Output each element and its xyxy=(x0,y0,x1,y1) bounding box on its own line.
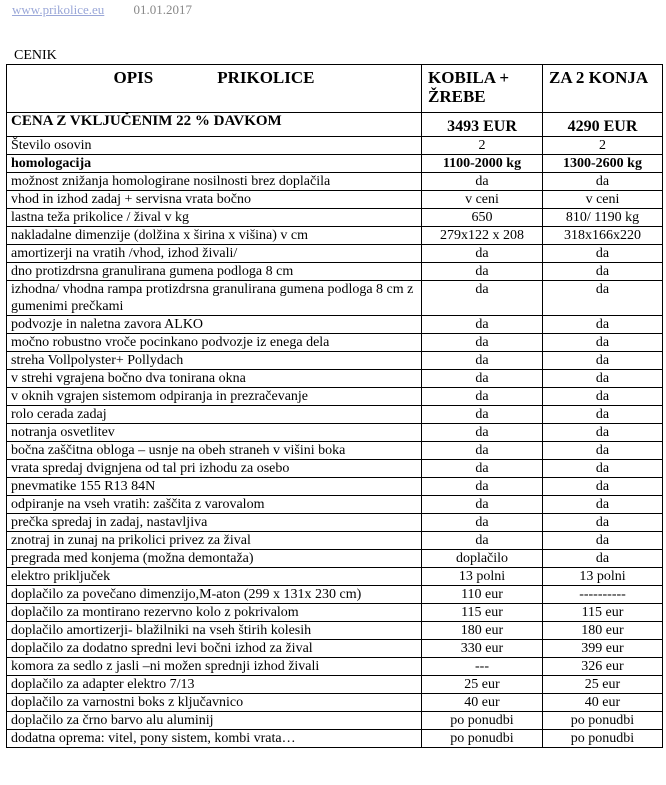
row-label: znotraj in zunaj na prikolici privez za žival xyxy=(7,532,422,550)
row-value-col2: da xyxy=(543,514,663,532)
table-row xyxy=(7,245,663,263)
table-row xyxy=(7,712,663,730)
row-value-col1: v ceni xyxy=(422,191,543,209)
table-row xyxy=(7,173,663,191)
table-row xyxy=(7,622,663,640)
cenik-label: CENIK xyxy=(14,48,57,63)
row-value-col2: da xyxy=(543,424,663,442)
table-row xyxy=(7,460,663,478)
row-value-col1: da xyxy=(422,316,543,334)
row-label: v oknih vgrajen sistemom odpiranja in prezračevanje xyxy=(7,388,422,406)
price-label: CENA Z VKLJUČENIM 22 % DAVKOM xyxy=(7,113,422,137)
row-label: v strehi vgrajena bočno dva tonirana okna xyxy=(7,370,422,388)
row-value-col1: 25 eur xyxy=(422,676,543,694)
row-value-col1: da xyxy=(422,388,543,406)
row-label: Število osovin xyxy=(7,137,422,155)
row-value-col1: po ponudbi xyxy=(422,712,543,730)
row-value-col2: 810/ 1190 kg xyxy=(543,209,663,227)
row-label: močno robustno vroče pocinkano podvozje iz enega dela xyxy=(7,334,422,352)
row-value-col2: 40 eur xyxy=(543,694,663,712)
row-value-col2: 25 eur xyxy=(543,676,663,694)
row-value-col1: da xyxy=(422,514,543,532)
row-label: možnost znižanja homologirane nosilnosti brez doplačila xyxy=(7,173,422,191)
row-value-col2: 115 eur xyxy=(543,604,663,622)
row-value-col2: da xyxy=(543,281,663,316)
row-value-col1: 115 eur xyxy=(422,604,543,622)
row-value-col1: da xyxy=(422,478,543,496)
row-value-col1: po ponudbi xyxy=(422,730,543,748)
row-value-col1: 110 eur xyxy=(422,586,543,604)
header-opis-a: OPIS xyxy=(113,68,154,87)
table-row xyxy=(7,281,663,316)
row-value-col2: da xyxy=(543,263,663,281)
row-label: bočna zaščitna obloga – usnje na obeh straneh v višini boka xyxy=(7,442,422,460)
row-value-col2: da xyxy=(543,334,663,352)
row-label: prečka spredaj in zadaj, nastavljiva xyxy=(7,514,422,532)
row-value-col1: da xyxy=(422,245,543,263)
row-value-col2: da xyxy=(543,406,663,424)
row-value-col2: da xyxy=(543,173,663,191)
table-row xyxy=(7,424,663,442)
row-value-col2: da xyxy=(543,442,663,460)
row-value-col1: da xyxy=(422,370,543,388)
table-row xyxy=(7,532,663,550)
table-row xyxy=(7,676,663,694)
table-row xyxy=(7,334,663,352)
row-value-col2: da xyxy=(543,388,663,406)
row-label: doplačilo za dodatno spredni levi bočni izhod za žival xyxy=(7,640,422,658)
row-label: komora za sedlo z jasli –ni možen sprednji izhod živali xyxy=(7,658,422,676)
price-row xyxy=(7,113,663,137)
row-value-col1: 330 eur xyxy=(422,640,543,658)
row-value-col1: 13 polni xyxy=(422,568,543,586)
price-col2: 4290 EUR xyxy=(543,113,663,137)
row-value-col1: 1100-2000 kg xyxy=(422,155,543,173)
row-label: doplačilo za montirano rezervno kolo z pokrivalom xyxy=(7,604,422,622)
row-value-col2: da xyxy=(543,370,663,388)
table-row xyxy=(7,550,663,568)
row-label: dodatna oprema: vitel, pony sistem, kombi vrata… xyxy=(7,730,422,748)
row-value-col1: 650 xyxy=(422,209,543,227)
table-row xyxy=(7,209,663,227)
table-row xyxy=(7,442,663,460)
row-label: nakladalne dimenzije (dolžina x širina x višina) v cm xyxy=(7,227,422,245)
row-value-col2: da xyxy=(543,460,663,478)
row-value-col1: 40 eur xyxy=(422,694,543,712)
table-row xyxy=(7,406,663,424)
header-col-kobila: KOBILA + ŽREBE xyxy=(422,65,543,113)
row-value-col2: da xyxy=(543,550,663,568)
row-value-col1: da xyxy=(422,352,543,370)
table-row xyxy=(7,478,663,496)
row-value-col1: da xyxy=(422,173,543,191)
row-label: streha Vollpolyster+ Pollydach xyxy=(7,352,422,370)
price-table xyxy=(6,64,663,748)
row-value-col2: 13 polni xyxy=(543,568,663,586)
row-value-col2: 1300-2600 kg xyxy=(543,155,663,173)
header-line xyxy=(12,2,192,18)
header-date: 01.01.2017 xyxy=(133,2,193,17)
row-value-col2: da xyxy=(543,532,663,550)
row-value-col1: 180 eur xyxy=(422,622,543,640)
row-value-col1: da xyxy=(422,532,543,550)
table-row xyxy=(7,694,663,712)
row-label: amortizerji na vratih /vhod, izhod živali/ xyxy=(7,245,422,263)
row-label: doplačilo za varnostni boks z ključavnico xyxy=(7,694,422,712)
row-label: homologacija xyxy=(7,155,422,173)
row-value-col1: 2 xyxy=(422,137,543,155)
row-value-col2: 399 eur xyxy=(543,640,663,658)
row-value-col2: da xyxy=(543,316,663,334)
row-value-col2: ---------- xyxy=(543,586,663,604)
table-row xyxy=(7,370,663,388)
row-label: izhodna/ vhodna rampa protizdrsna granulirana gumena podloga 8 cm z gumenimi prečkami xyxy=(7,281,422,316)
table-row xyxy=(7,514,663,532)
row-value-col1: da xyxy=(422,442,543,460)
row-value-col2: po ponudbi xyxy=(543,712,663,730)
table-row xyxy=(7,316,663,334)
row-label: doplačilo za adapter elektro 7/13 xyxy=(7,676,422,694)
row-label: vrata spredaj dvignjena od tal pri izhodu za osebo xyxy=(7,460,422,478)
price-col1: 3493 EUR xyxy=(422,113,543,137)
header-opis xyxy=(7,65,422,113)
row-label: odpiranje na vseh vratih: zaščita z varovalom xyxy=(7,496,422,514)
row-label: vhod in izhod zadaj + servisna vrata bočno xyxy=(7,191,422,209)
row-value-col1: da xyxy=(422,281,543,316)
row-value-col2: da xyxy=(543,352,663,370)
row-label: notranja osvetlitev xyxy=(7,424,422,442)
table-row xyxy=(7,388,663,406)
table-row xyxy=(7,604,663,622)
row-label: pnevmatike 155 R13 84N xyxy=(7,478,422,496)
row-label: doplačilo za črno barvo alu aluminij xyxy=(7,712,422,730)
table-row xyxy=(7,730,663,748)
table-row xyxy=(7,155,663,173)
row-label: elektro priključek xyxy=(7,568,422,586)
row-value-col1: da xyxy=(422,334,543,352)
row-value-col2: v ceni xyxy=(543,191,663,209)
row-label: dno protizdrsna granulirana gumena podloga 8 cm xyxy=(7,263,422,281)
row-label: rolo cerada zadaj xyxy=(7,406,422,424)
table-header-row xyxy=(7,65,663,113)
row-value-col2: 318x166x220 xyxy=(543,227,663,245)
row-value-col1: doplačilo xyxy=(422,550,543,568)
row-label: doplačilo amortizerji- blažilniki na vseh štirih kolesih xyxy=(7,622,422,640)
row-value-col2: da xyxy=(543,478,663,496)
table-row xyxy=(7,137,663,155)
table-row xyxy=(7,352,663,370)
website-link[interactable]: www.prikolice.eu xyxy=(12,2,105,17)
table-row xyxy=(7,191,663,209)
table-row xyxy=(7,227,663,245)
row-value-col1: 279x122 x 208 xyxy=(422,227,543,245)
row-value-col1: --- xyxy=(422,658,543,676)
row-value-col1: da xyxy=(422,424,543,442)
row-value-col2: 326 eur xyxy=(543,658,663,676)
table-row xyxy=(7,496,663,514)
row-value-col2: 180 eur xyxy=(543,622,663,640)
header-col-2-konja: ZA 2 KONJA xyxy=(543,65,663,113)
row-value-col2: po ponudbi xyxy=(543,730,663,748)
row-value-col1: da xyxy=(422,406,543,424)
row-label: podvozje in naletna zavora ALKO xyxy=(7,316,422,334)
row-label: lastna teža prikolice / žival v kg xyxy=(7,209,422,227)
row-value-col2: da xyxy=(543,245,663,263)
row-label: pregrada med konjema (možna demontaža) xyxy=(7,550,422,568)
row-value-col1: da xyxy=(422,496,543,514)
header-opis-b: PRIKOLICE xyxy=(217,68,315,87)
row-value-col1: da xyxy=(422,460,543,478)
table-row xyxy=(7,263,663,281)
row-label: doplačilo za povečano dimenzijo,M-aton (299 x 131x 230 cm) xyxy=(7,586,422,604)
table-row xyxy=(7,658,663,676)
row-value-col1: da xyxy=(422,263,543,281)
row-value-col2: 2 xyxy=(543,137,663,155)
table-row xyxy=(7,640,663,658)
row-value-col2: da xyxy=(543,496,663,514)
table-row xyxy=(7,586,663,604)
table-row xyxy=(7,568,663,586)
